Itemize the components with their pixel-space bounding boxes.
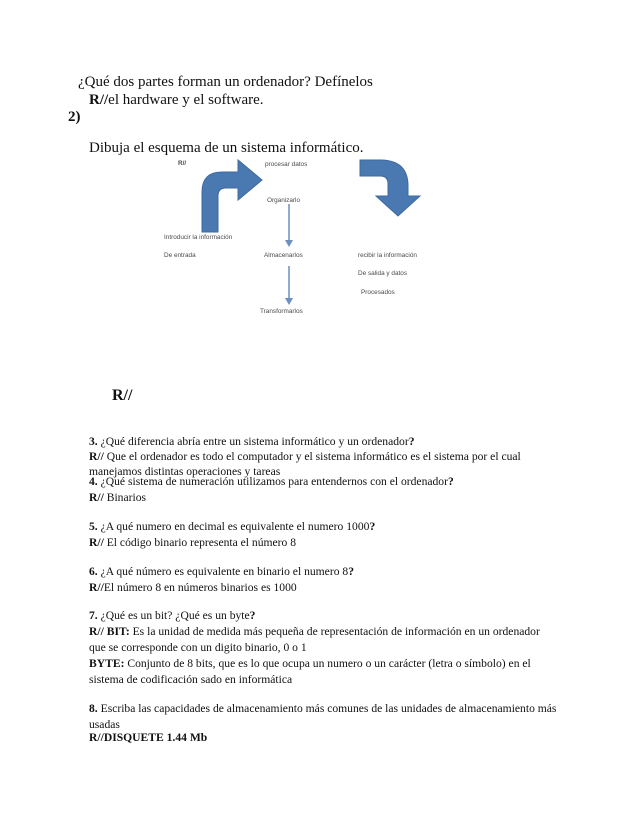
diagram-r-label: R// xyxy=(178,160,187,167)
q5-question xyxy=(89,519,375,534)
q6-answer-text: El número 8 en números binarios es 1000 xyxy=(103,581,297,594)
diagram-recibir: recibir la información xyxy=(358,252,417,259)
r-after-diagram: R// xyxy=(112,387,133,404)
q3-number: 3. xyxy=(89,435,98,448)
q3-answer-prefix: R// xyxy=(89,450,104,463)
q5-answer-prefix: R// xyxy=(89,536,104,549)
q7-bit-text: Es la unidad de medida más pequeña de representación de información en un ordenador que se corresponde con un digito binario, 0 o 1 xyxy=(89,625,540,654)
q7-bit-answer xyxy=(89,624,559,656)
q3-question xyxy=(89,434,414,449)
q4-answer-text: Binarios xyxy=(103,491,147,504)
q7-byte-answer xyxy=(89,656,559,688)
q6-question xyxy=(89,564,354,579)
q6-answer-prefix: R// xyxy=(89,581,104,594)
diagram-procesados: Procesados xyxy=(361,289,395,296)
curved-arrow-left xyxy=(202,160,262,232)
q3-answer-text: Que el ordenador es todo el computador y el sistema informático es el sistema por el cual manejamos distintas operaciones y tareas xyxy=(89,450,521,478)
system-diagram xyxy=(150,150,450,340)
down-arrow-2 xyxy=(285,298,293,305)
diagram-almacenarlos: Almacenarlos xyxy=(264,252,303,259)
diagram-introducir: Introducir la información xyxy=(164,234,233,241)
q5-number: 5. xyxy=(89,520,98,533)
curved-arrow-right xyxy=(360,160,420,216)
q2-number: 2) xyxy=(68,109,81,125)
q6-number: 6. xyxy=(89,565,98,578)
q5-answer xyxy=(89,535,296,550)
q5-answer-text: El código binario representa el número 8 xyxy=(103,536,297,549)
q6-answer xyxy=(89,580,297,595)
q8-question xyxy=(89,701,559,733)
q3-qmark: ? xyxy=(408,435,415,448)
q1-answer xyxy=(89,92,264,109)
q4-text: ¿Qué sistema de numeración utilizamos para entendernos con el ordenador xyxy=(100,475,448,488)
q3-text: ¿Qué diferencia abría entre un sistema informático y un ordenador xyxy=(100,435,409,448)
diagram-organizarlo: Organizarlo xyxy=(267,197,301,204)
q4-number: 4. xyxy=(89,475,98,488)
down-arrow-1 xyxy=(285,240,293,247)
q7-text: ¿Qué es un bit? ¿Qué es un byte xyxy=(100,609,250,622)
diagram-de-entrada: De entrada xyxy=(164,252,196,259)
q7-byte-text: Conjunto de 8 bits, que es lo que ocupa un numero o un carácter (letra o símbolo) en el sistema de codificación sado en informática xyxy=(89,657,531,686)
diagram-procesar: procesar datos xyxy=(265,161,308,168)
q7-number: 7. xyxy=(89,609,98,622)
q4-question xyxy=(89,474,454,489)
q6-text: ¿A qué número es equivalente en binario el numero 8 xyxy=(100,565,349,578)
q2-question: Dibuja el esquema de un sistema informático. xyxy=(89,140,364,156)
q8-answer: R//DISQUETE 1.44 Mb xyxy=(89,731,208,744)
q7-qmark: ? xyxy=(249,609,256,622)
q4-answer xyxy=(89,490,146,505)
q4-qmark: ? xyxy=(447,475,454,488)
q1-answer-text: el hardware y el software. xyxy=(108,92,264,108)
q1-answer-prefix: R// xyxy=(89,92,109,108)
q7-question xyxy=(89,608,255,623)
q1-question: ¿Qué dos partes forman un ordenador? Defínelos xyxy=(78,74,373,90)
q7-byte-prefix: BYTE: xyxy=(89,657,125,670)
q7-bit-prefix: R// BIT: xyxy=(89,625,130,638)
q4-answer-prefix: R// xyxy=(89,491,104,504)
q5-qmark: ? xyxy=(369,520,376,533)
q8-text: Escriba las capacidades de almacenamiento más comunes de las unidades de almacenamiento más usadas xyxy=(89,702,557,731)
q6-qmark: ? xyxy=(348,565,354,578)
q5-text: ¿A qué numero en decimal es equivalente el numero 1000 xyxy=(100,520,370,533)
diagram-transformarlos: Transformarlos xyxy=(260,308,303,315)
diagram-de-salida: De salida y datos xyxy=(358,270,408,277)
q8-number: 8. xyxy=(89,702,98,715)
